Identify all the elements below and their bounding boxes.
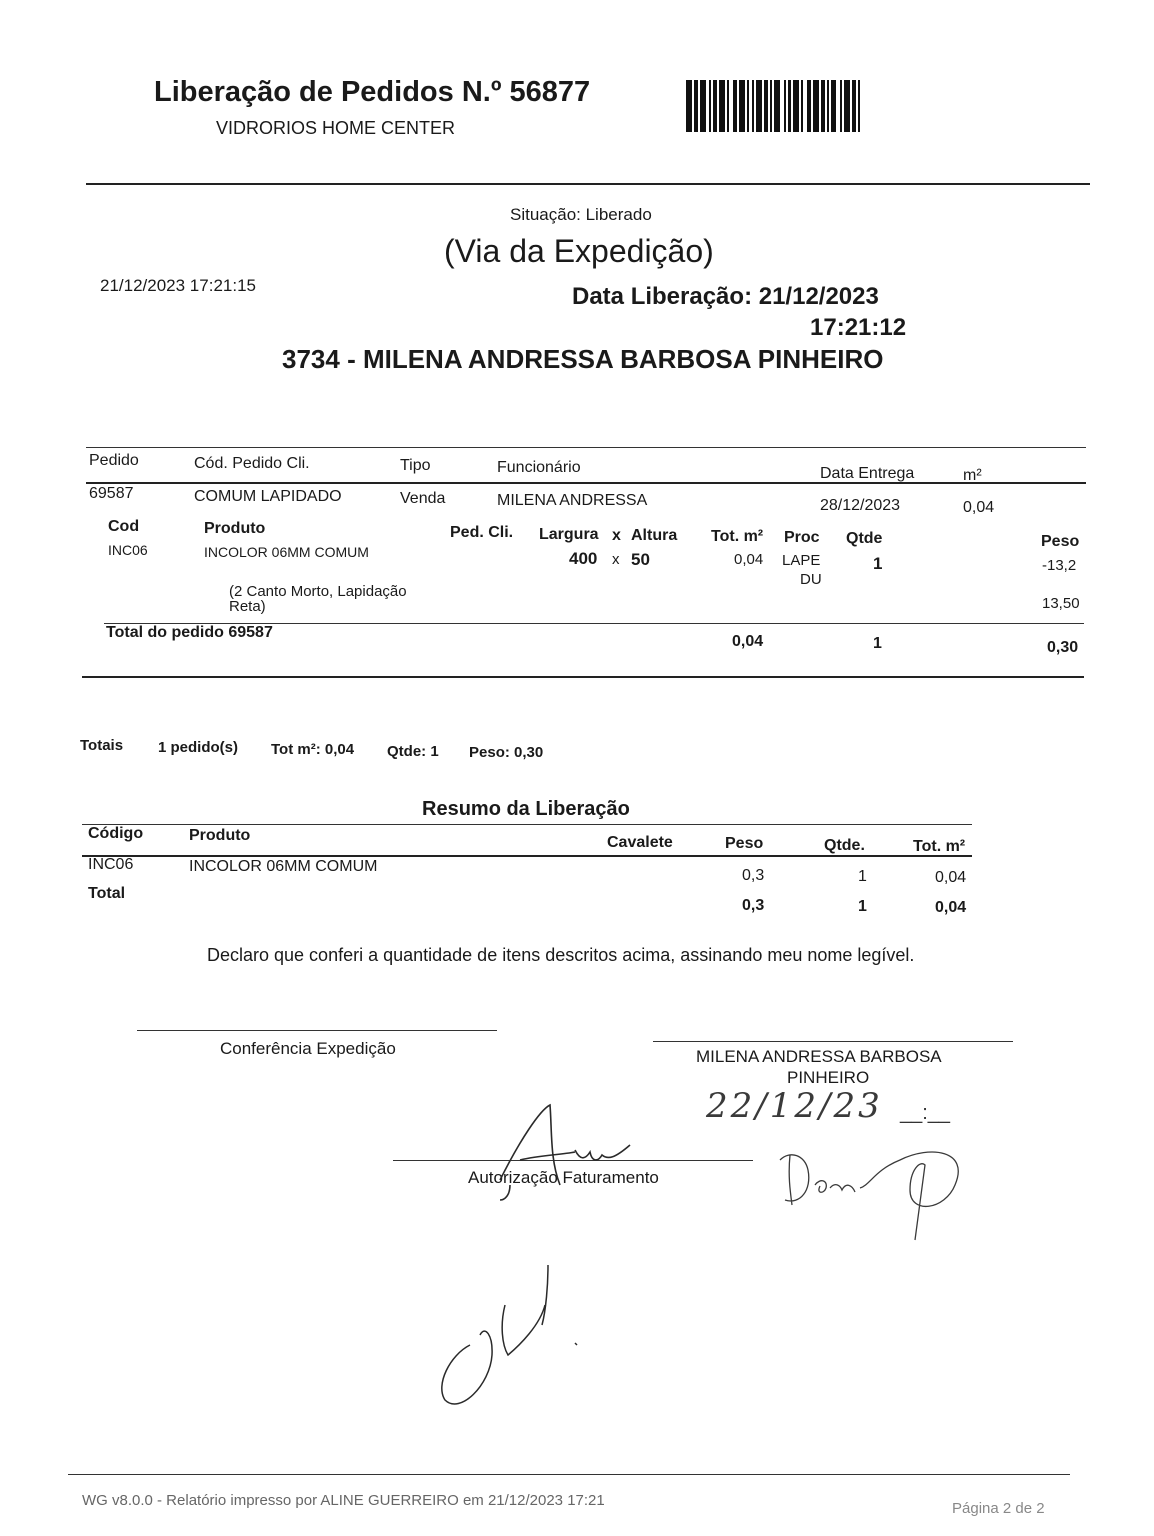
item-header-cod: Cod [108, 518, 140, 535]
item-header-peso: Peso [1041, 533, 1080, 550]
order-funcionario: MILENA ANDRESSA [497, 492, 648, 509]
order-header-pedido: Pedido [89, 452, 139, 469]
page-title: Liberação de Pedidos N.º 56877 [154, 76, 591, 108]
status-text: Situação: Liberado [510, 205, 652, 224]
header-divider [86, 183, 1090, 185]
order-cod-pedido-cli: COMUM LAPIDADO [194, 488, 342, 505]
customer-signature-line [653, 1041, 1013, 1042]
item-x: x [612, 551, 620, 568]
totals-peso: Peso: 0,30 [469, 744, 544, 761]
item-header-x: x [612, 527, 621, 544]
print-datetime: 21/12/2023 17:21:15 [100, 276, 256, 295]
summary-header-tot-m2: Tot. m² [913, 838, 966, 855]
item-produto: INCOLOR 06MM COMUM [204, 544, 369, 560]
summary-top-line [82, 824, 972, 825]
release-date: Data Liberação: 21/12/2023 [572, 283, 879, 310]
handwritten-date: 22/12/23 [706, 1086, 883, 1126]
customer-name: 3734 - MILENA ANDRESSA BARBOSA PINHEIRO [282, 344, 884, 374]
item-header-produto: Produto [204, 520, 266, 537]
summary-row-qtde: 1 [858, 868, 867, 885]
summary-title: Resumo da Liberação [422, 798, 630, 820]
totals-qtde: Qtde: 1 [387, 743, 439, 760]
totals-tot-m2: Tot m²: 0,04 [271, 741, 355, 758]
order-total-label: Total do pedido 69587 [106, 624, 273, 641]
order-tipo: Venda [400, 490, 446, 507]
item-header-qtde: Qtde [846, 530, 883, 547]
totals-label: Totais [80, 737, 124, 754]
conferencia-label: Conferência Expedição [220, 1039, 396, 1058]
footer-page-number: Página 2 de 2 [952, 1500, 1045, 1517]
item-detail-line2: Reta) [229, 598, 266, 615]
aline-signature [480, 1100, 660, 1210]
totals-pedidos: 1 pedido(s) [158, 739, 239, 756]
item-header-altura: Altura [631, 527, 678, 544]
summary-total-peso: 0,3 [742, 897, 765, 914]
order-header-cod-pedido-cli: Cód. Pedido Cli. [194, 455, 310, 472]
order-table-bottom-line [82, 676, 1084, 678]
summary-header-codigo: Código [88, 825, 144, 842]
barcode-bar [858, 80, 860, 132]
summary-header-qtde: Qtde. [824, 837, 865, 854]
order-header-tipo: Tipo [400, 457, 431, 474]
customer-signature [760, 1130, 980, 1250]
summary-total-qtde: 1 [858, 898, 867, 915]
item-largura: 400 [569, 549, 598, 568]
handwritten-date-suffix: __:__ [900, 1102, 951, 1124]
summary-total-tot-m2: 0,04 [935, 899, 967, 916]
order-header-line [86, 482, 1086, 484]
release-time: 17:21:12 [810, 314, 907, 341]
item-tot-m2: 0,04 [734, 551, 764, 568]
item-header-tot-m2: Tot. m² [711, 528, 764, 545]
order-table-top-line [86, 447, 1086, 448]
order-total-tot-m2: 0,04 [732, 633, 764, 650]
barcode [686, 80, 860, 132]
summary-row-tot-m2: 0,04 [935, 869, 967, 886]
item-detail-line1: (2 Canto Morto, Lapidação [229, 583, 407, 600]
item-peso2: 13,50 [1042, 595, 1080, 612]
company-name: VIDRORIOS HOME CENTER [216, 118, 456, 138]
summary-header-produto: Produto [189, 827, 251, 844]
order-m2: 0,04 [963, 499, 995, 516]
autorizacao-label: Autorização Faturamento [468, 1168, 659, 1187]
item-header-ped-cli: Ped. Cli. [450, 524, 514, 541]
order-header-m2: m² [963, 467, 982, 484]
summary-header-line [82, 855, 972, 857]
order-header-funcionario: Funcionário [497, 459, 581, 476]
summary-row-peso: 0,3 [742, 867, 765, 884]
summary-header-peso: Peso [725, 835, 764, 852]
summary-header-cavalete: Cavalete [607, 834, 673, 851]
order-data-entrega: 28/12/2023 [820, 497, 901, 514]
via-title: (Via da Expedição) [444, 233, 714, 269]
item-qtde: 1 [873, 554, 883, 573]
order-pedido: 69587 [89, 485, 134, 502]
item-altura: 50 [631, 550, 650, 569]
customer-signature-name-line2: PINHEIRO [787, 1068, 870, 1087]
conferencia-signature-line [137, 1030, 497, 1031]
item-proc-line2: DU [800, 571, 822, 588]
customer-signature-name-line1: MILENA ANDRESSA BARBOSA [696, 1047, 942, 1066]
order-header-data-entrega: Data Entrega [820, 465, 915, 482]
footer-divider [68, 1474, 1070, 1475]
summary-row-produto: INCOLOR 06MM COMUM [189, 858, 378, 875]
summary-total-label: Total [88, 885, 126, 902]
footer-printed-by: WG v8.0.0 - Relatório impresso por ALINE GUERREIRO em 21/12/2023 17:21 [82, 1492, 605, 1509]
item-proc-line1: LAPE [782, 552, 821, 569]
summary-row-codigo: INC06 [88, 856, 134, 873]
item-header-largura: Largura [539, 526, 599, 543]
item-cod: INC06 [108, 542, 148, 558]
item-peso: -13,2 [1042, 557, 1077, 574]
order-total-peso: 0,30 [1047, 639, 1079, 656]
declaration-text: Declaro que conferi a quantidade de itens descritos acima, assinando meu nome legível. [207, 945, 915, 965]
initials-signature [430, 1265, 590, 1415]
item-header-proc: Proc [784, 529, 820, 546]
order-total-qtde: 1 [873, 635, 882, 652]
